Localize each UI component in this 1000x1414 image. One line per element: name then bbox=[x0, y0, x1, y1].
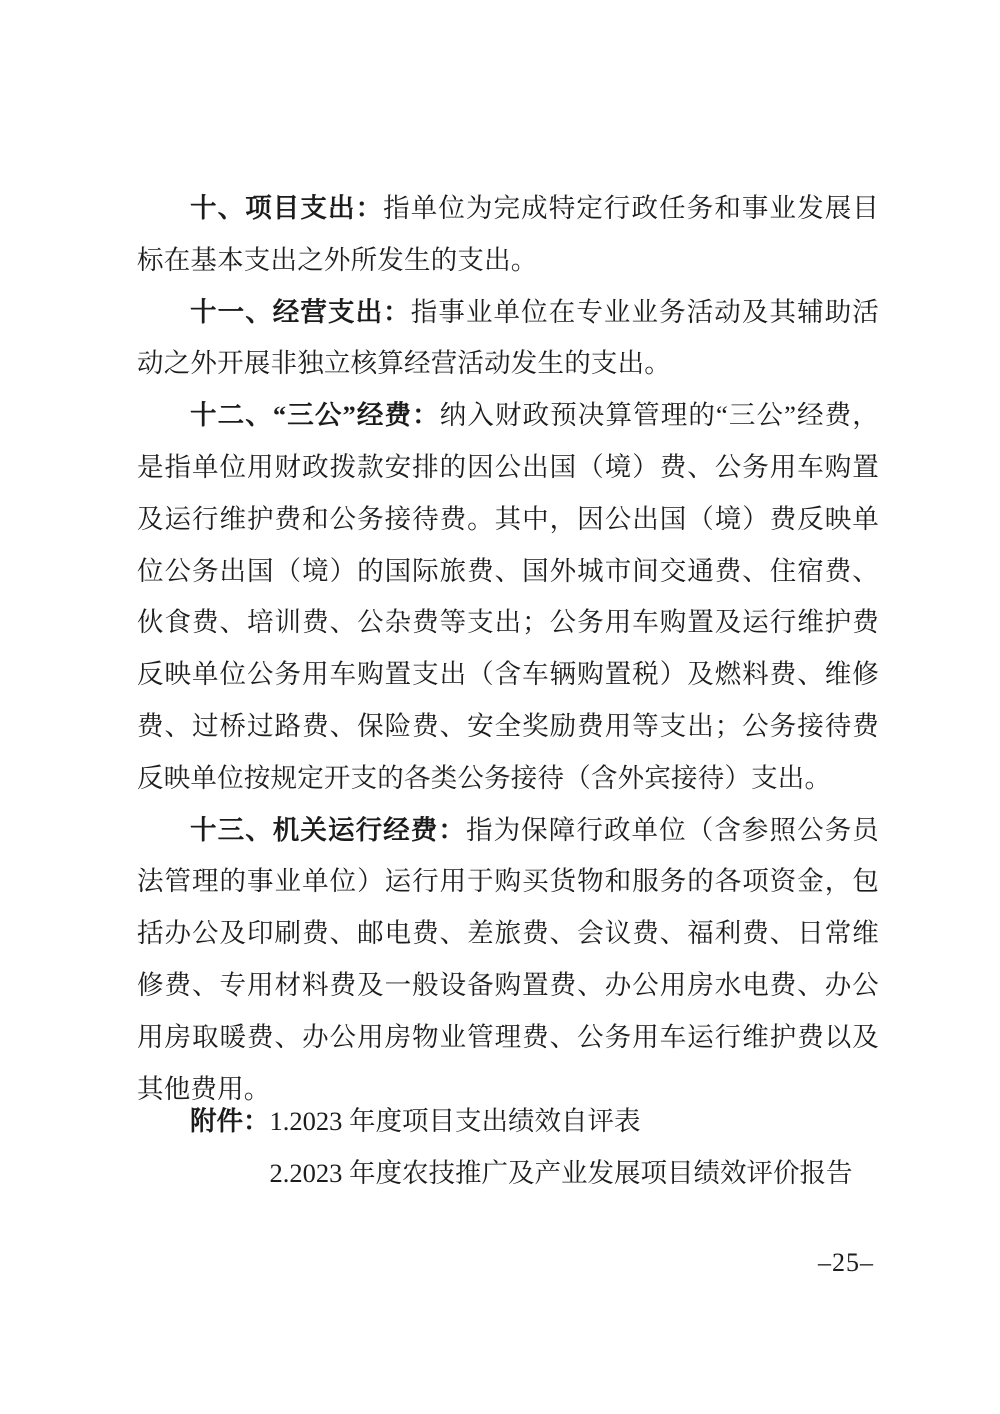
paragraph-text: 指事业单位在专业业务活动及其辅助活动之外开展非独立核算经营活动发生的支出。 bbox=[137, 296, 879, 379]
paragraph-text: 指单位为完成特定行政任务和事业发展目标在基本支出之外所发生的支出。 bbox=[137, 193, 879, 275]
paragraph-lead: 十三、机关运行经费： bbox=[190, 814, 466, 845]
page-number: –25– bbox=[818, 1248, 874, 1277]
paragraph-text: 指为保障行政单位（含参照公务员法管理的事业单位）运行用于购买货物和服务的各项资金，包括办公及印刷费、邮电费、差旅费、会议费、福利费、日常维修费、专用材料费及一般设备购置费、办公用房水电费、办公用房取暖费、办公用房物业管理费、公务用车运行维护费以及其他费用。 bbox=[137, 814, 880, 1104]
attachments-list bbox=[270, 1096, 853, 1200]
document-body bbox=[137, 183, 879, 1115]
paragraph bbox=[137, 805, 879, 1116]
paragraph-text: 纳入财政预决算管理的“三公”经费，是指单位用财政拨款安排的因公出国（境）费、公务用车购置及运行维护费和公务接待费。其中，因公出国（境）费反映单位公务出国（境）的国际旅费、国外城市间交通费、住宿费、伙食费、培训费、公杂费等支出；公务用车购置及运行维护费反映单位公务用车购置支出（含车辆购置税）及燃料费、维修费、过桥过路费、保险费、安全奖励费用等支出；公务接待费反映单位按规定开支的各类公务接待（含外宾接待）支出。 bbox=[137, 400, 879, 793]
attachment-item: 1.2023 年度项目支出绩效自评表 bbox=[269, 1106, 641, 1136]
paragraph-lead: 十二、“三公”经费： bbox=[190, 400, 440, 431]
attachments-label: 附件： bbox=[190, 1106, 270, 1136]
attachments-section bbox=[190, 1096, 853, 1200]
attachment-item: 2.2023 年度农技推广及产业发展项目绩效评价报告 bbox=[269, 1157, 853, 1188]
paragraph bbox=[137, 390, 879, 804]
paragraph-lead: 十一、经营支出： bbox=[190, 296, 411, 327]
paragraph bbox=[137, 287, 879, 391]
paragraph-lead: 十、项目支出： bbox=[190, 193, 384, 223]
paragraph bbox=[137, 183, 879, 287]
